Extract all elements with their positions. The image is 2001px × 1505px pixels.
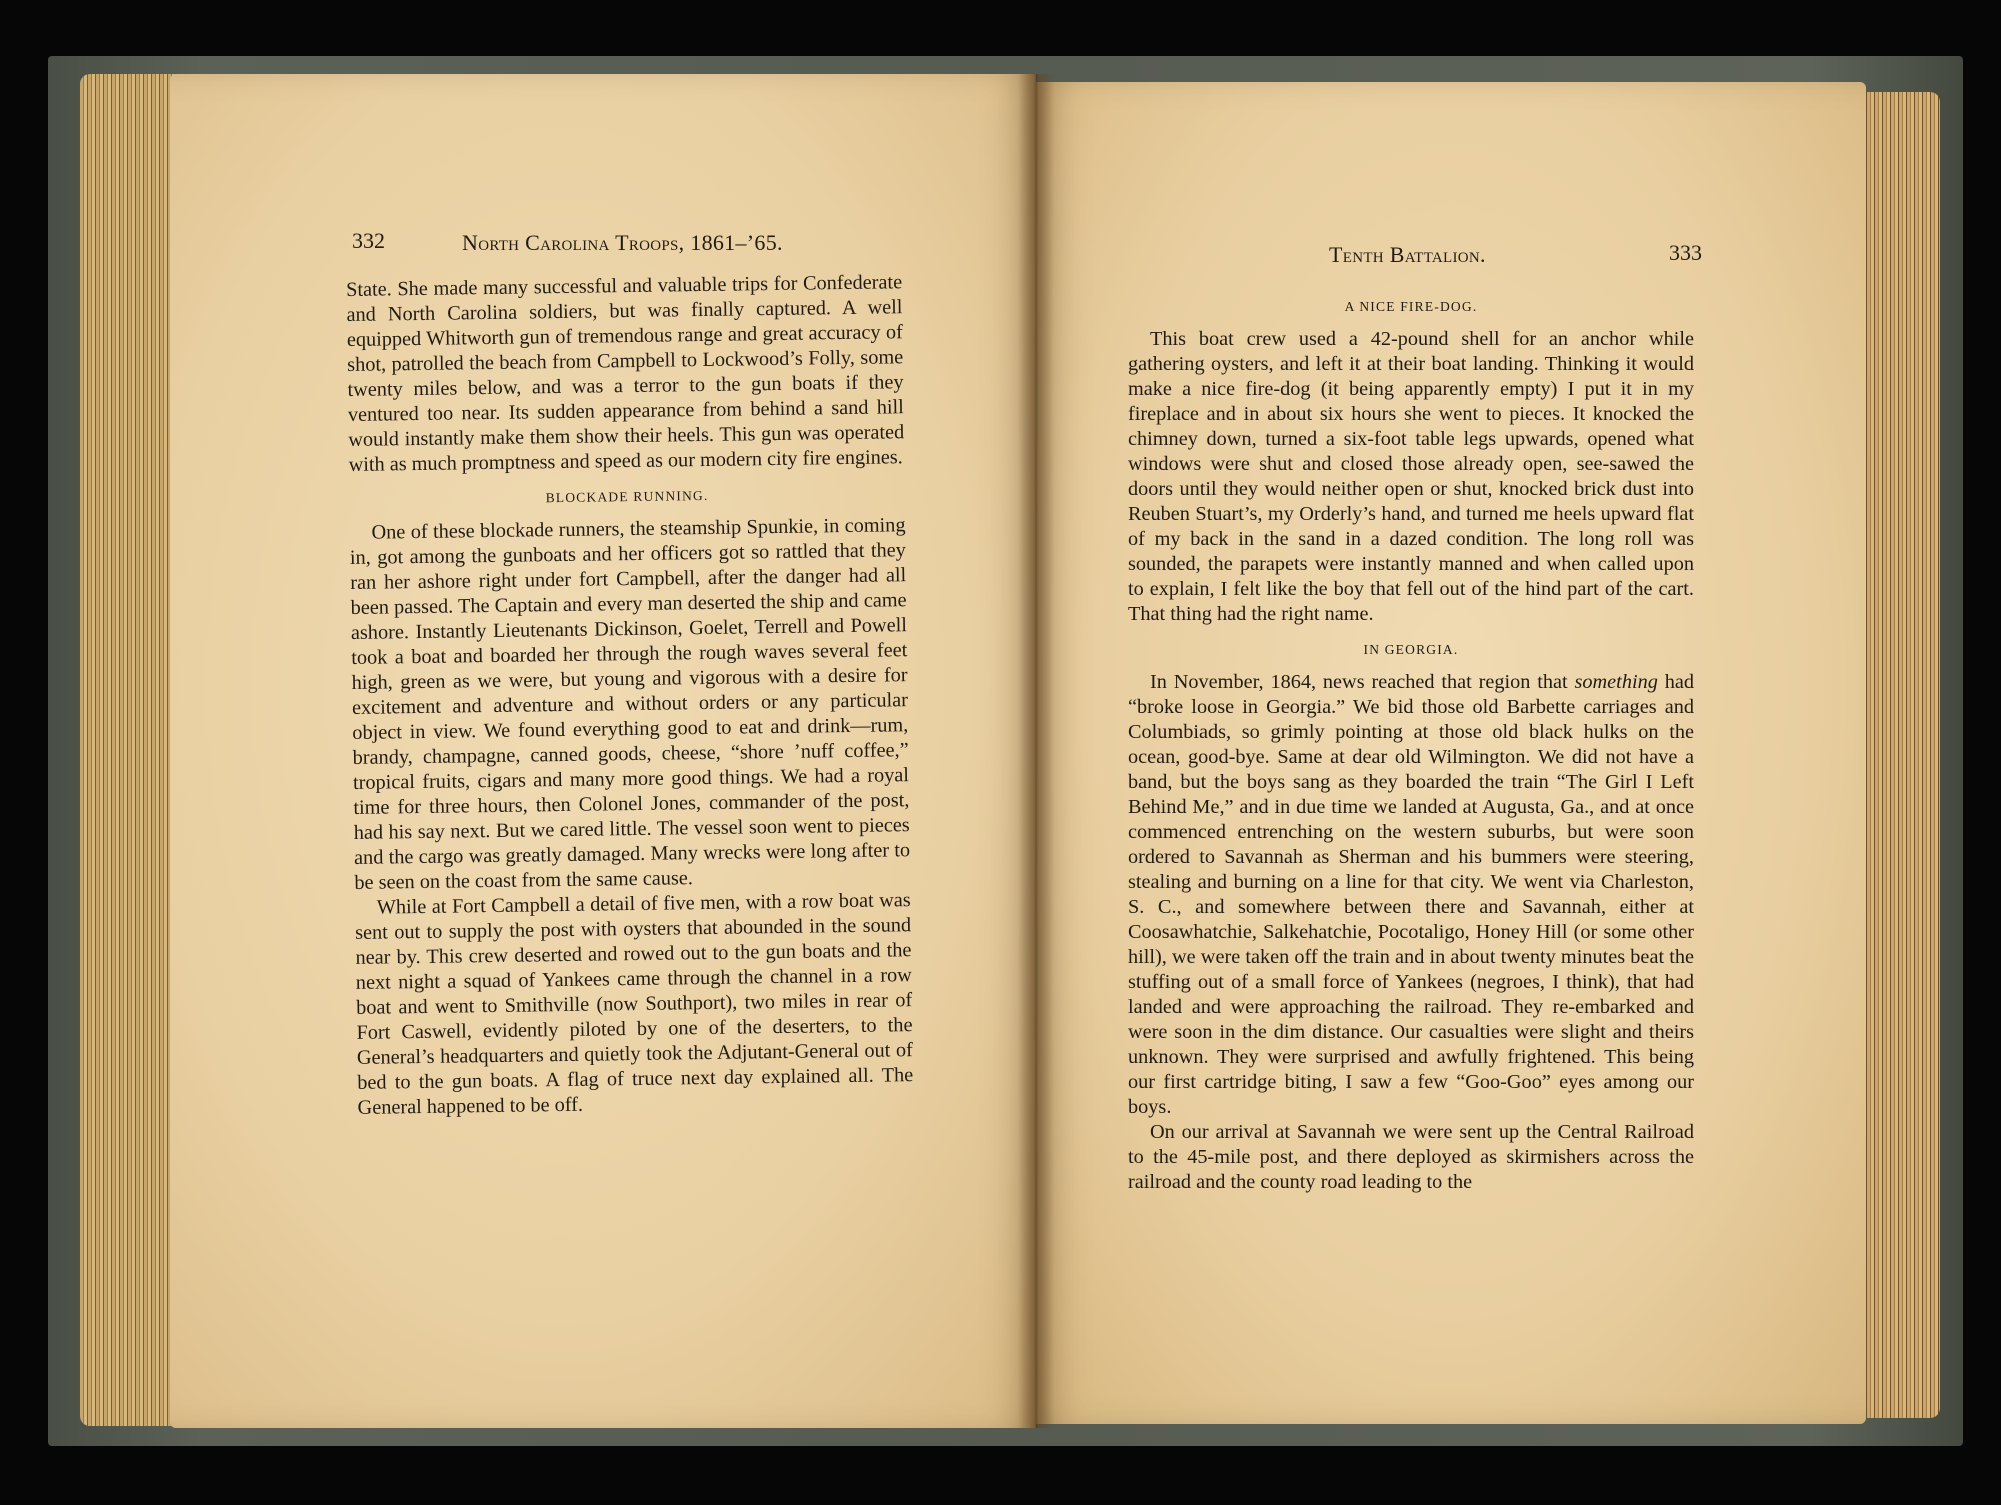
page-number-right: 333: [1669, 240, 1702, 265]
paragraph: While at Fort Campbell a detail of five men, with a row boat was sent out to supply the post with oysters that abounded in the sound near by. This crew deserted and rowed out to the gun boats and the next night a squad of Yankees came through the channel in a row boat and went to Smithville (now Southport), two miles in rear of Fort Caswell, evidently piloted by one of the deserters, to the General’s headquarters and quietly took the Adjutant-General out of bed to the gun boats. A flag of truce next day explained all. The General happened to be off.: [354, 889, 914, 1119]
paragraph: One of these blockade runners, the steamship Spunkie, in coming in, got among the gunboats and her officers got so rattled that they ran her ashore right under fort Campbell, after the danger had all been passed. The Captain and every man deserted the ship and came ashore. Instantly Lieutenants Dickinson, Goelet, Terrell and Powell took a boat and boarded her through the rough waves several feet high, green as we were, but young and vigorous with a desire for excitement and adventure and without orders or any particular object in view. We found everything good to eat and drink—rum, brandy, champagne, canned goods, cheese, “shore ’nuff coffee,” tropical fruits, cigars and many more good things. We had a royal time for three hours, then Colonel Jones, commander of the post, had his say next. But we cared little. The vessel soon went to pieces and the cargo was greatly damaged. Many wrecks were long after to be seen on the coast from the same cause.: [349, 514, 911, 894]
paragraph-text: had “broke loose in Georgia.” We bid those old Barbette carriages and Columbiads, so grimly pointing at those old black hulks on the ocean, good-bye. Same at dear old Wilmington. We did not have a band, but the boys sang as they boarded the train “The Girl I Left Behind Me,” and in due time we landed at Augusta, Ga., and at once commenced entrenching on the western suburbs, but were soon ordered to Savannah as Sherman and his bummers were steering, stealing and burning on a line for that city. We went via Charleston, S. C., and somewhere between there and Savannah, either at Coosawhatchie, Salkehatchie, Pocotaligo, Honey Hill (or some other hill), we were taken off the train and in about twenty minutes beat the stuffing out of a small force of Yankees (negroes, I think), that had landed and were approaching the railroad. They re-embarked and were soon in the dim distance. Our casualties were slight and theirs unknown. They were surprised and awfully frightened. This being our first cartridge biting, I saw a few “Goo-Goo” eyes among our boys.: [1128, 671, 1695, 1118]
right-text-column: [1128, 294, 1694, 1195]
paragraph: [1128, 670, 1694, 1120]
paragraph-text: In November, 1864, news reached that region that: [1150, 671, 1575, 693]
section-heading-fire-dog: A NICE FIRE-DOG.: [1344, 299, 1478, 314]
paragraph: On our arrival at Savannah we were sent up the Central Railroad to the 45-mile post, and there deployed as skirmishers across the railroad and the county road leading to the: [1128, 1121, 1694, 1193]
book-gutter: [1018, 74, 1054, 1428]
right-page: [1036, 82, 1866, 1424]
italic-word: something: [1574, 671, 1658, 693]
section-heading-in-georgia: IN GEORGIA.: [1363, 642, 1459, 657]
left-page: [170, 74, 1036, 1428]
running-head-left: North Carolina Troops, 1861–’65.: [462, 230, 783, 255]
running-head-right: Tenth Battalion.: [1329, 242, 1486, 267]
page-number-left: 332: [352, 228, 385, 253]
section-heading-blockade-running: BLOCKADE RUNNING.: [545, 487, 709, 506]
paragraph: State. She made many successful and valuable trips for Confederate and North Carolina soldiers, but was finally captured. A well equipped Whitworth gun of tremendous range and great accuracy of shot, patrolled the beach from Campbell to Lockwood’s Folly, some twenty miles below, and was a terror to the gun boats if they ventured too near. Its sudden appearance from behind a sand hill would instantly make them show their heels. This gun was operated with as much promptness and speed as our modern city fire engines.: [346, 271, 905, 476]
paragraph: This boat crew used a 42-pound shell for an anchor while gathering oysters, and left it at their boat landing. Thinking it would make a nice fire-dog (it being apparently empty) I put it in my fireplace and in about six hours she went to pieces. It knocked the chimney down, turned a six-foot table legs upwards, opened what windows were shut and closed those already open, see-sawed the doors until they would neither open or shut, knocked brick dust into Reuben Stuart’s, my Orderly’s hand, and turned me heels upward flat of my back in the sand in a dazed condition. The long roll was sounded, the parapets were instantly manned and when called upon to explain, I felt like the boy that fell out of the hind part of the cart. That thing had the right name.: [1128, 328, 1694, 625]
left-text-column: [346, 270, 914, 1121]
left-page-edges: [80, 74, 184, 1426]
